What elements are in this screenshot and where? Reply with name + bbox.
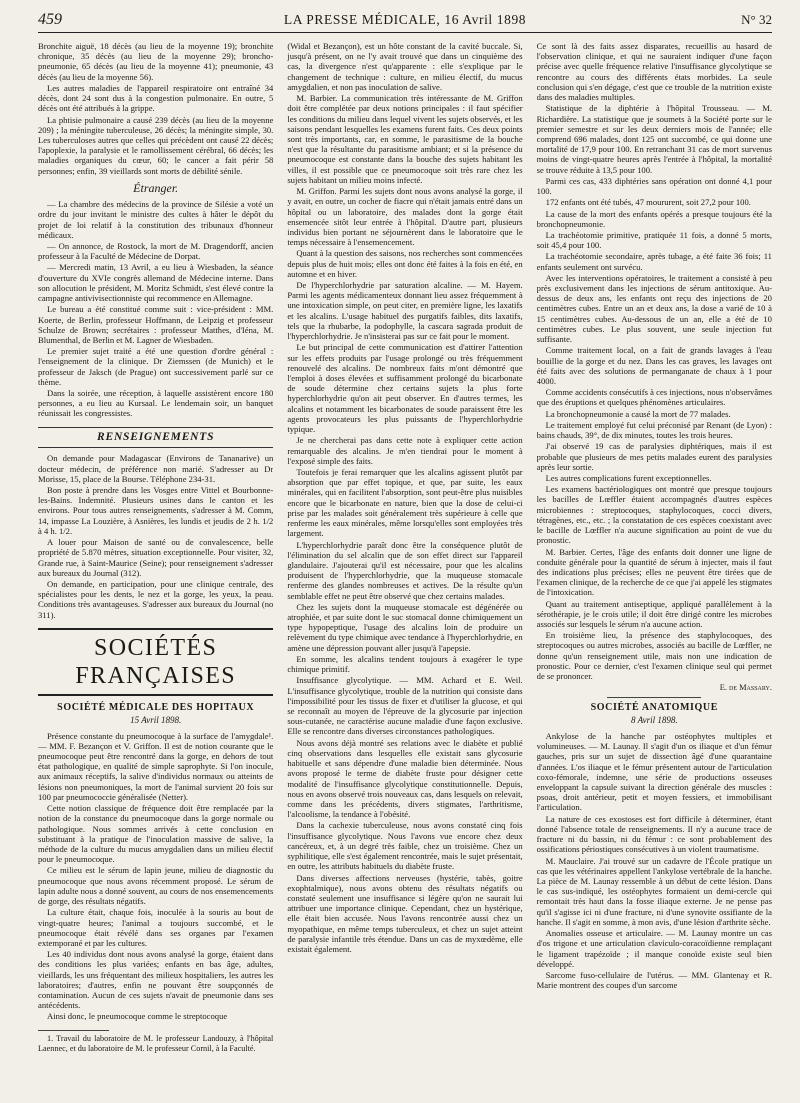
- paragraph: Comme traitement local, on a fait de grands lavages à l'eau bouillie de la gorge et du nez. Dans les cas graves, les lavages ont été faits avec des solutions de permanganate de chaux à 1 pour 4000.: [536, 345, 772, 386]
- paragraph: Toutefois je ferai remarquer que les alcalins agissent plutôt par absorption que par effet topique, et que, par suite, les eaux minérales, qui en facilitent l'absorption, sont peut-être plus nuisibles encore que le bicarbonate en nature, bien que la dose de celui-ci prise par les malades soit généralement très supérieure à celle que renferme les eaux minérales, même lorsqu'elles sont employées très largement.: [287, 466, 523, 539]
- section-heading-etranger: Étranger.: [133, 180, 179, 195]
- footnote-rule: [38, 1030, 109, 1031]
- page-number: 459: [38, 11, 62, 28]
- paragraph: 172 enfants ont été tubés, 47 moururent, soit 27,2 pour 100.: [545, 197, 751, 208]
- paragraph: Les examens bactériologiques ont montré que presque toujours les bacilles de Lœffler étaient accompagnés d'autres espèces microbiennes : streptocoques, staphylocoques, cocci divers, tétragènes, etc., etc. ; la constatation de ces espèces coexistant avec le bacille de Lœffler n'a aucune signification au point de vue du pronostic.: [536, 484, 772, 546]
- paragraph: Ainsi donc, le pneumocoque comme le streptocoque: [47, 1011, 228, 1022]
- paragraph: Ankylose de la hanche par ostéophytes multiples et volumineuses. — M. Launay. Il s'agit d'un os iliaque et d'un fémur gauches, pris sur un sujet de dissection âgé d'une quarantaine d'années. L'os iliaque et le fémur présentent autour de l'articulation coxo-fémorale, indemne, une série de productions osseuses enveloppant la capsule suivant la direction générale des muscles : psoas, droit antérieur, petit et moyen fessiers, et immobilisant l'articulation.: [536, 730, 772, 813]
- classified-ad: On demande pour Madagascar (Environs de Tananarive) un docteur médecin, de préférence non marié. S'adresser au Dr Morisse, 15, place de la Bourse. Téléphone 234-31.: [38, 453, 274, 484]
- author-signature: E. de Massary.: [719, 683, 772, 693]
- paragraph: Dans diverses affections nerveuses (hystérie, tabès, goitre exophtalmique), nous avons obtenu des résultats négatifs ou constaté seulement une insuffisance si légère qu'on ne saurait lui attribuer une importance clinique. Cependant, chez un hystérique, elle était bien accusée. Nous l'avons rencontrée aussi chez un myopathique, en même temps tuberculeux, et chez un sujet atteint de paralysie infantile très étendue. Dans un cas de myxœdème, elle existait également.: [287, 872, 523, 955]
- paragraph: Les autres maladies de l'appareil respiratoire ont entraîné 34 décès, dont 24 sont dus à la congestion pulmonaire. En outre, 5 décès ont été attribués à la grippe.: [38, 82, 274, 114]
- paragraph: Insuffisance glycolytique. — MM. Achard et E. Weil. L'insuffisance glycolytique, trouble de la nutrition qui consiste dans l'impossibilité pour les tissus de fixer et d'utiliser la glucose, et qui se reconnaît au moyen de l'épreuve de la glycosurie par injection sous-cutanée, ne caractérise aucune maladie d'une façon exclusive. Elle se rencontre dans diverses circonstances pathologiques.: [287, 675, 523, 737]
- paragraph: Dans la cachexie tuberculeuse, nous avons constaté cinq fois l'insuffisance glycolytique. Nous l'avons vue encore chez deux cancéreux, et, à un degré très faible, chez un troisième. Chez un syphilitique, elle s'est également rencontrée, mais le sujet présentait, en outre, les attributs habituels du diabète fruste.: [287, 820, 523, 872]
- paragraph: La culture était, chaque fois, inoculée à la souris au bout de vingt-quatre heures; l'animal a toujours succombé, et le pneumocoque était révélé dans ses organes par l'examen extemporané et par les cultures.: [38, 907, 274, 948]
- paragraph: Bronchite aiguë, 18 décès (au lieu de la moyenne 19); bronchite chronique, 35 décès (au lieu de la moyenne 29); broncho-pneumonie, 65 décès (au lieu de la moyenne 41); pneumonie, 43 décès (au lieu de la moyenne 56).: [38, 41, 274, 82]
- society-date: 8 Avril 1898.: [631, 715, 678, 726]
- paragraph: La cause de la mort des enfants opérés a presque toujours été la bronchopneumonie.: [536, 208, 772, 229]
- column-3: [537, 41, 772, 1099]
- paragraph: — Mercredi matin, 13 Avril, a eu lieu à Wiesbaden, la séance d'ouverture du XVIe congrès allemand de Médecine interne. Dans son allocution le président, M. Moritz Schmidt, s'est élevé contre la campagne antivivisectionniste qui recommence en Allemagne.: [38, 262, 274, 304]
- paragraph: J'ai observé 19 cas de paralysies diphtériques, mais il est probable que plusieurs de mes petits malades eurent des paralysies après leur sortie.: [536, 441, 772, 472]
- section-heading-societes: SOCIÉTÉS FRANÇAISES: [38, 628, 273, 696]
- paragraph: La trachéotomie secondaire, après tubage, a été faite 36 fois; 11 enfants seulement ont survécu.: [536, 251, 772, 272]
- paragraph: En troisième lieu, la présence des staphylocoques, des streptocoques ou autres microbes, associés au bacille de Lœffler, ne donne qu'un renseignement utile, mais non une indication de pronostic. Pour ce dernier, c'est l'examen clinique seul qui permet de se prononcer.: [536, 630, 772, 682]
- paragraph: Le but principal de cette communication est d'attirer l'attention sur les effets produits par l'usage prolongé ou très fréquemment renouvelé des alcalins. De nombreux faits m'ont démontré que l'emploi à doses élevées et suffisamment prolongé du bicarbonate de soude détermine chez certains sujets la plus forte hyperchlorhydrie qu'on ait peut observer. En d'autres termes, les alcalins et notamment les bicarbonates de soude paraissent être les agents provocateurs les plus puissants de l'hyperchlorhydrie typique.: [287, 342, 523, 435]
- paragraph: Le traitement employé fut celui préconisé par Renant (de Lyon) : bains chauds, 39°, de dix minutes, toutes les trois heures.: [536, 419, 772, 441]
- society-title: SOCIÉTÉ ANATOMIQUE: [590, 702, 719, 714]
- paragraph: Dans la soirée, une réception, à laquelle assistèrent encore 180 personnes, a eu lieu au Kursaal. Le lendemain soir, un banquet réunissait les congressistes.: [38, 388, 274, 419]
- paragraph: La phtisie pulmonaire a causé 239 décès (au lieu de la moyenne 209) ; la méningite tuberculeuse, 26 décès; la méningite simple, 30. Les tuberculoses autres que celles qui précèdent ont causé 22 décès; l'apoplexie, la paralysie et le ramollissement cérébral, 66 décès; les maladies organiques du cœur, 60; le cancer a fait périr 58 personnes; enfin, 39 vieillards sont morts de débilité sénile.: [38, 114, 274, 176]
- classified-ad: A louer pour Maison de santé ou de convalescence, belle propriété de 5.870 mètres, situation exceptionnelle. Pour visiter, 32, Grande rue, à Saint-Maurice (Seine); pour renseignement s'adresser aux bureaux du Journal (312).: [38, 537, 274, 578]
- paragraph: — On annonce, de Rostock, la mort de M. Dragendorff, ancien professeur à la Faculté de Médecine de Dorpat.: [38, 240, 274, 262]
- paragraph: Anomalies osseuse et articulaire. — M. Launay montre un cas d'os trigone et une articulation claviculo-coracoïdienne remplaçant le ligament trapézoïde ; il manque conoïde existe seul bien développé.: [536, 928, 772, 969]
- paragraph: De l'hyperchlorhydrie par saturation alcaline. — M. Hayem. Parmi les agents médicamenteux donnant lieu assez fréquemment à une intoxication simple, on peut citer, en première ligne, les laxatifs et les alcalins. L'usage habituel des purgatifs faibles, dits laxatifs, tels que la rhubarbe, la podophylle, la cascara sagrada produit de l'hyperchlorhydrie. Je n'insisterai pas sur ce fait pour le moment.: [287, 280, 523, 342]
- issue-number: N° 32: [741, 12, 772, 27]
- paragraph: En somme, les alcalins tendent toujours à exagérer le type chimique primitif.: [287, 653, 523, 675]
- paragraph: Les autres complications furent exceptionnelles.: [545, 472, 712, 483]
- page-header: [38, 10, 772, 33]
- paragraph: Chez les sujets dont la muqueuse stomacale est dégénérée ou atrophiée, et par suite dont le suc stomacal donne chimiquement un type hypopeptique, l'usage des alcalins loin de produire un relèvement du type chimique avec tendance à l'hyperchlorhydrie, en amène une dépression pouvant aller jusqu'à l'apepsie.: [287, 601, 523, 653]
- paragraph: La nature de ces exostoses est fort difficile à déterminer, étant donné l'absence totale de renseignements. Il n'y a aucune trace de fracture ni du bassin, ni du fémur : ce sont probablement des ossifications périostiques consécutives à un violent traumatisme.: [536, 813, 772, 855]
- columns: [38, 41, 772, 1099]
- society-date: 15 Avril 1898.: [130, 714, 182, 725]
- paragraph: Parmi ces cas, 433 diphtéries sans opération ont donné 4,1 pour 100.: [536, 175, 772, 197]
- paragraph: Avec les interventions opératoires, le traitement a consisté à peu près exclusivement dans les injections de sérum antitoxique. Au-dessus de deux ans, les enfants ont reçu des injections de 20 centimètres cubes. Entre un an et deux ans, la dose a varié de 10 à 15 centimètres cubes. Au-dessous de un an, elle a été de 10 centimètres cubes. Le plus souvent, une seule injection fut suffisante.: [536, 272, 772, 345]
- column-2: [287, 41, 522, 1099]
- paragraph: Quant au traitement antiseptique, appliqué parallèlement à la sérothérapie, je le crois utile; il doit être dirigé contre les microbes associés sur lesquels le sérum n'a aucune action.: [536, 598, 772, 630]
- paragraph: La trachéotomie primitive, pratiquée 11 fois, a donné 5 morts, soit 45,4 pour 100.: [536, 229, 772, 251]
- divider: [607, 697, 701, 698]
- classified-ad: Bon poste à prendre dans les Vosges entre Vittel et Bourbonne-les-Bains. Indemnité. Plusieurs usines dans le canton et les environs. Pour tous autres renseignements, s'adresser à M. Comm, 14, impasse La Louzière, à Asnières, les lundis et jeudis de 2 h. 1/2 à 4 h. 1/2.: [38, 485, 274, 536]
- paragraph: M. Barbier. Certes, l'âge des enfants doit donner une ligne de conduite générale pour la quantité de sérum à injecter, mais il faut des indications plus précises; elles ne peuvent être tirées que de l'examen clinique, de la recherche de ce que j'ai appelé les stigmates de l'intoxication.: [536, 546, 772, 598]
- paragraph: M. Mauclaire. J'ai trouvé sur un cadavre de l'École pratique un cas que les vétérinaires appellent l'ankylose vertébrale de la hanche. La pièce de M. Launay ressemble à un début de cette lésion. Dans le cas sus-indiqué, les ostéophytes formaient un demi-cercle qui remontait très haut dans la fosse iliaque externe. Je ne pense pas qu'il s'agisse ici ni d'une fracture, ni d'une synovite ossifiante de la hanche. Il s'agit en somme, à mon avis, d'une lésion d'arthrite sèche.: [536, 855, 772, 927]
- paragraph: Le bureau a été constitué comme suit : vice-président : MM. Koerte, de Berlin, professeur Hoffmann, de Leipzig et professeur Schulze de Brown; secrétaires : professeur Matthes, d'Iéna, M. Blumenthal, de Berlin et M. Lagner de Wiesbaden.: [38, 304, 274, 345]
- paragraph: Nous avons déjà montré ses relations avec le diabète et publié cinq observations dans lesquelles elle existait sans glycosurie habituelle et sans dépendre d'une maladie bien déterminée. Nous avons proposé le terme de diabète fruste pour désigner cette modalité de l'insuffisance glycolytique constitutionnelle. Depuis, nous en avons observé trois nouveaux cas, dans lesquels on relevait, comme dans les précédents, divers stigmates, l'arthritisme, l'alcoolisme, la tendance à l'obésité.: [287, 737, 523, 820]
- paragraph: Statistique de la diphtérie à l'hôpital Trousseau. — M. Richardière. La statistique que je soumets à la Société porte sur le premier semestre et sur les deux derniers mois de l'année; elle comprend 696 malades, dont 125 ont succombé, ce qui donne une mortalité de 17,9 pour 100. En retranchant 31 cas de mort survenus moins de vingt-quatre heures après l'entrée à l'hôpital, la mortalité se trouve réduite à 13,5 pour 100.: [536, 103, 772, 175]
- paragraph: (Widal et Bezançon), est un hôte constant de la cavité buccale. Si, jusqu'à présent, on ne l'y avait trouvé que dans un cinquième des cas, la divergence n'est qu'apparente : elle s'explique par le changement de technique : culture, en milieu électif, du mucus amygdalien, et non pas inoculation de salive.: [287, 41, 523, 92]
- column-1: [38, 41, 273, 1099]
- journal-title: LA PRESSE MÉDICALE, 16 Avril 1898: [283, 12, 527, 27]
- paragraph: — La chambre des médecins de la province de Silésie a voté un ordre du jour invitant le ministre des cultes à hâter le dépôt du projet de loi relatif à la constitution des tribunaux d'honneur médicaux.: [38, 199, 274, 240]
- paragraph: Présence constante du pneumocoque à la surface de l'amygdale¹. — MM. F. Bezançon et V. Griffon. Il est de notion courante que le pneumocoque peut être rencontré dans la gorge, en dehors de tout état pathologique, en qualité de simple saprophyte. Si l'on inocule, aux animaux réceptifs, la salive d'individus normaux ou atteints de lésions non pneumoniques, la mort de l'animal survient 20 fois sur 100 par pneumococcie généralisée (Netter).: [38, 730, 274, 802]
- paragraph: Cette notion classique de fréquence doit être remplacée par la notion de la constance du pneumocoque dans la gorge normale ou pathologique. Nous sommes arrivés à cette conclusion en substituant à la pratique de l'inoculation massive de salive, la méthode de la culture du mucus amygdalien dans un milieu électif pour le pneumocoque.: [38, 803, 274, 865]
- society-title: SOCIÉTÉ MÉDICALE DES HOPITAUX: [57, 701, 255, 713]
- classified-ad: On demande, en participation, pour une clinique centrale, des spécialistes pour les dents, le nez et la gorge, les yeux, la peau. Conditions très avantageuses. S'adresser aux bureaux du Journal (no 311).: [38, 579, 274, 620]
- paragraph: La bronchopneumonie a causé la mort de 77 malades.: [545, 408, 731, 419]
- footnote: 1. Travail du laboratoire de M. le professeur Landouzy, à l'hôpital Laennec, et du laboratoire de M. le professeur Cornil, à la Faculté.: [38, 1033, 274, 1053]
- paragraph: Le premier sujet traité a été une question d'ordre général : l'enseignement de la clinique. Dr Ziemssen (de Munich) et le professeur de Jaksch (de Prague) ont successivement parlé sur ce thème.: [38, 346, 274, 387]
- paragraph: Les 40 individus dont nous avons analysé la gorge, étaient dans des conditions les plus variées; enfants en bas âge, adultes, vieillards, les uns fréquentant des milieux hospitaliers, les autres les laboratoires; d'autres, enfin ne pouvant être soupçonnés de contamination. Aucun de ces sujets n'avait de pneumonie dans ses antécédents.: [38, 949, 274, 1011]
- paragraph: L'hyperchlorhydrie paraît donc être la conséquence plutôt de l'élimination du sel alcalin que de son effet direct sur l'appareil glandulaire. J'ajouterai qu'il est nécessaire, pour que les alcalins produisent de l'hyperchlorhydrie, que la muqueuse stomacale renferme des glandes nombreuses et actives. De la résulte qu'un semblable effet ne peut être observé que chez certains malades.: [287, 539, 523, 601]
- paragraph: Ce milieu est le sérum de lapin jeune, milieu de diagnostic du pneumocoque que nous avons récemment proposé. Le sérum de lapin adulte nous a donné souvent, au cours de nos ensemencements de gorge, des résultats négatifs.: [38, 865, 274, 907]
- paragraph: Sarcome fuso-cellulaire de l'utérus. — MM. Glantenay et R. Marie montrent des coupes d'un sarcome: [536, 969, 772, 991]
- paragraph: Quant à la question des saisons, nos recherches sont commencées depuis plus de huit mois; elles ont donc été faites à la fois en été, en automne et en hiver.: [287, 248, 523, 279]
- paragraph: Comme accidents consécutifs à ces injections, nous n'observâmes que des éruptions et quelques phénomènes articulaires.: [536, 387, 772, 408]
- section-heading-renseignements: RENSEIGNEMENTS: [38, 427, 273, 449]
- paragraph: M. Griffon. Parmi les sujets dont nous avons analysé la gorge, il y avait, en outre, un cocher de fiacre qui n'était jamais entré dans un hôpital ou un laboratoire, des malades dont la gorge était ensemencée sitôt leur entrée à l'hôpital. D'autre part, plusieurs individus bien portant ne séjournèrent dans le laboratoire que le temps nécessaire à l'ensemencement.: [287, 186, 523, 248]
- paragraph: Ce sont là des faits assez disparates, recueillis au hasard de l'observation clinique, et qui ne sauraient indiquer d'une façon précise avec quelle fréquence relative l'insuffisance glycolytique se rencontre au cours des différents états morbides. La seule conclusion qui s'en dégage, c'est que ce trouble de la nutrition existe dans des maladies multiples.: [536, 41, 772, 103]
- paragraph: M. Barbier. La communication très intéressante de M. Griffon doit être complétée par deux notions principales : il faut spécifier les conditions du milieu dans lequel vivent les sujets observés, et les saisons pendant lesquelles les examens furent faits. Ces deux points sont très importants, car, en somme, le parasitisme de la bouche n'est que la résultante du parasitisme ambiant; et si la présence du pneumocoque est constante dans la bouche des sujets habitant les villes, il est possible que ce pneumocoque soit très rare chez les sujets habitant un milieu moins infecté.: [287, 93, 523, 185]
- paragraph: Je ne chercherai pas dans cette note à expliquer cette action remarquable des alcalins. Je m'en tiendrai pour le moment à l'exposé simple des faits.: [287, 435, 523, 466]
